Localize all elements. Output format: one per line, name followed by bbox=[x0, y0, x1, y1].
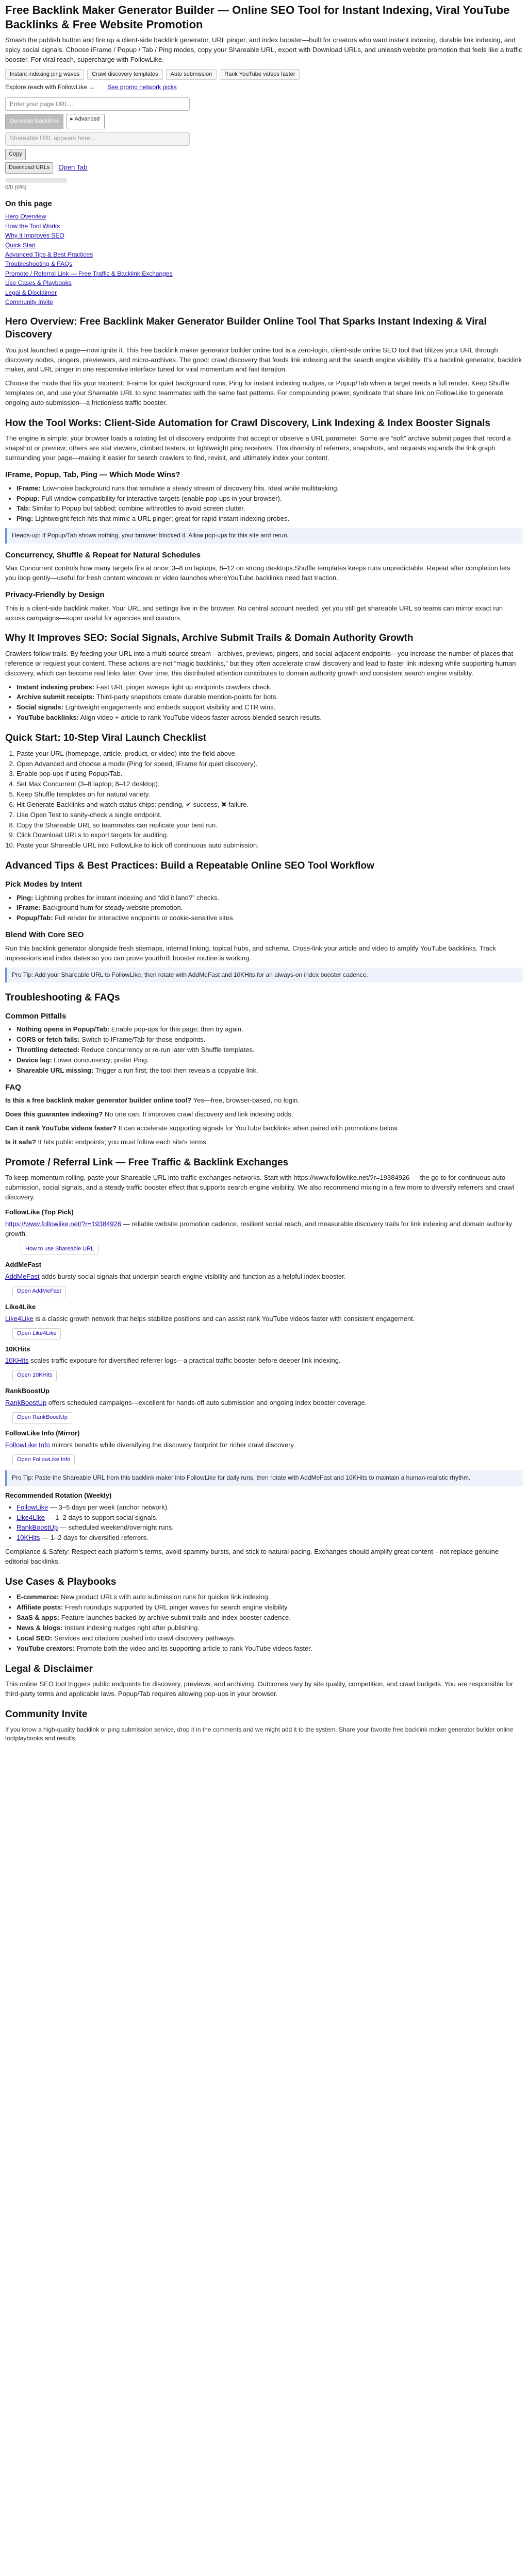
toc-link[interactable]: Hero Overview bbox=[5, 213, 46, 221]
list-item: 4. Set Max Concurrent (3–8 laptop; 8–12 desktop). bbox=[16, 779, 523, 789]
list-item: • Affiliate posts: Fresh roundups supported by URL pinger waves for search engine visibility. bbox=[16, 1603, 523, 1613]
pick-modes-heading: Pick Modes by Intent bbox=[5, 879, 82, 889]
usecases-list bbox=[5, 1592, 523, 1653]
partner-button[interactable]: Open FollowLike Info bbox=[12, 1454, 75, 1466]
faq-item: Is this a free backlink maker generator builder online tool? Yes—free, browser-based, no login. bbox=[5, 1096, 300, 1105]
explore-followlike-link[interactable]: Explore reach with FollowLike → bbox=[5, 83, 95, 91]
open-tab-link[interactable]: Open Tab bbox=[58, 163, 88, 172]
faq-heading: FAQ bbox=[5, 1082, 21, 1092]
list-item: • E-commerce: New product URLs with auto submission runs for quicker link indexing. bbox=[16, 1592, 523, 1602]
partner-link[interactable]: RankBoostUp bbox=[5, 1399, 47, 1407]
generate-row bbox=[5, 114, 523, 129]
quickstart-steps bbox=[5, 749, 523, 851]
copy-row bbox=[5, 149, 523, 160]
partner-name: FollowLike (Top Pick) bbox=[5, 1208, 74, 1216]
feature-pills bbox=[5, 69, 523, 80]
partner-name: Like4Like bbox=[5, 1302, 36, 1311]
partner-like4like: Like4Like Like4Like is a classic growth network that helps stabilize positions and can assist rank YouTube videos faster with consistent engagement. Open Like4Like bbox=[5, 1302, 523, 1340]
download-urls-button[interactable]: Download URLs bbox=[5, 162, 53, 174]
concurrency-heading: Concurrency, Shuffle & Repeat for Natural Schedules bbox=[5, 550, 201, 560]
pill-instant-indexing[interactable]: Instant indexing ping waves bbox=[5, 69, 84, 80]
concurrency-paragraph: Max Concurrent controls how many targets fire at once; 3–8 on laptops, 8–12 on strong desktops.Shuffle templates keeps runs unpredictable. Repeat after completion lets you loop gently—useful for fresh content windows or video launches whereYouTube backlinks need fast traction. bbox=[5, 564, 510, 582]
toc-link[interactable]: Use Cases & Playbooks bbox=[5, 279, 72, 287]
list-item: 9. Click Download URLs to export targets for auditing. bbox=[16, 831, 523, 840]
toc-link[interactable]: Troubleshooting & FAQs bbox=[5, 260, 73, 268]
list-item: • YouTube creators: Promote both the video and its supporting article to rank YouTube videos faster. bbox=[16, 1644, 523, 1654]
pill-rank-youtube[interactable]: Rank YouTube videos faster bbox=[220, 69, 300, 80]
list-item: • Social signals: Lightweight engagements and embeds support visibility and CTR wins. bbox=[16, 703, 523, 713]
list-item: • Like4Like — 1–2 days to support social signals. bbox=[16, 1513, 523, 1523]
promote-heading: Promote / Referral Link — Free Traffic & Backlink Exchanges bbox=[5, 1157, 289, 1168]
list-item: 8. Copy the Shareable URL so teammates can replicate your best run. bbox=[16, 821, 523, 831]
progress-status: 0/0 (0%) bbox=[5, 184, 27, 191]
partner-rankboostup: RankBoostUp RankBoostUp offers scheduled campaigns—excellent for hands-off auto submission and ongoing index booster coverage. Open RankBoostUp bbox=[5, 1386, 523, 1423]
partner-name: RankBoostUp bbox=[5, 1387, 50, 1395]
list-item: 2. Open Advanced and choose a mode (Ping for speed, IFrame for quiet discovery). bbox=[16, 759, 523, 769]
quickstart-heading: Quick Start: 10-Step Viral Launch Checklist bbox=[5, 732, 207, 743]
partner-followlike: FollowLike (Top Pick) https://www.followlike.net/?r=19384926 — reliable website promotion cadence, resilient social reach, and measurable discovery trails for link indexing and domain authority growth. How to use Shareable URL bbox=[5, 1208, 523, 1255]
list-item: • Popup: Full window compatibility for interactive targets (enable pop-ups in your browser). bbox=[16, 494, 523, 504]
partner-link[interactable]: AddMeFast bbox=[5, 1273, 40, 1281]
list-item: 3. Enable pop-ups if using Popup/Tab. bbox=[16, 769, 523, 779]
toc-link[interactable]: Quick Start bbox=[5, 241, 36, 249]
community-paragraph: If you know a high-quality backlink or ping submission service, drop it in the comments and we might add it to the system. Share your favorite free backlink maker generator builder online toolplaybooks and results. bbox=[5, 1725, 514, 1742]
pick-modes-list bbox=[5, 893, 523, 924]
toc-link[interactable]: Legal & Disclaimer bbox=[5, 289, 57, 296]
partner-addmefast: AddMeFast AddMeFast adds bursty social signals that underpin search engine visibility and function as a helpful index booster. Open AddMeFast bbox=[5, 1260, 523, 1297]
why-list bbox=[5, 683, 523, 723]
list-item: • YouTube backlinks: Align video + article to rank YouTube videos faster across blended search results. bbox=[16, 713, 523, 723]
partner-button[interactable]: How to use Shareable URL bbox=[21, 1244, 98, 1255]
toc-heading: On this page bbox=[5, 199, 52, 208]
list-item: • Shareable URL missing: Trigger a run first; the tool then reveals a copyable link. bbox=[16, 1066, 523, 1076]
partner-button[interactable]: Open Like4Like bbox=[12, 1328, 61, 1340]
list-item: • IFrame: Background hum for steady website promotion. bbox=[16, 903, 523, 913]
why-paragraph: Crawlers follow trails. By feeding your URL into a multi-source stream—archives, previews, pingers, and social-adjacent endpoints—you increase the number of places that reference or request your content. These actions are not “magic backlinks,” but they often accelerate crawl discovery and lead to faster link indexing while supporting human discovery, which can become real links later. Over time, this distributed attention contributes to domain authority growth and consistent search engine visibility. bbox=[5, 650, 516, 677]
headsup-note: Heads-up: If Popup/Tab shows nothing, your browser blocked it. Allow pop-ups for this site and rerun. bbox=[5, 528, 523, 543]
pitfalls-heading: Common Pitfalls bbox=[5, 1011, 67, 1021]
how-heading: How the Tool Works: Client-Side Automation for Crawl Discovery, Link Indexing & Index Booster Signals bbox=[5, 417, 490, 429]
promote-intro: To keep momentum rolling, paste your Shareable URL into traffic exchanges networks. Start with https://www.followlike.net/?r=19384926 — the go-to for continuous auto submission, social signals, and a steady traffic booster effect that supports search engine visibility. We also recommend mixing in a few more to diversify referrers and crawl discovery. bbox=[5, 1174, 514, 1201]
faq-item: Is it safe? It hits public endpoints; you must follow each site's terms. bbox=[5, 1138, 208, 1146]
faq-item: Does this guarantee indexing? No one can. It improves crawl discovery and link indexing odds. bbox=[5, 1110, 293, 1118]
list-item: • CORS or fetch fails: Switch to IFrame/Tab for those endpoints. bbox=[16, 1035, 523, 1045]
hero-paragraph: Choose the mode that fits your moment: IFrame for quiet background runs, Ping for instant indexing nudges, or Popup/Tab when a target needs a full render. Keep Shuffle templates on, and use your Shareable URL to sync teammates with the same fast patterns. For compounding power, syndicate that share link on FollowLike to generate ongoing auto submission—a frictionless traffic booster. bbox=[5, 379, 510, 406]
partner-button[interactable]: Open AddMeFast bbox=[12, 1286, 66, 1297]
list-item: • Device lag: Lower concurrency; prefer Ping. bbox=[16, 1056, 523, 1065]
legal-paragraph: This online SEO tool triggers public endpoints for discovery, previews, and archiving. Outcomes vary by site quality, competition, and crawl budgets. You are responsible for third-party terms and applicable laws. Popup/Tab requires allowing pop-ups in your browser. bbox=[5, 1680, 514, 1698]
list-item: • Archive submit receipts: Third-party snapshots create durable mention-points for bots. bbox=[16, 692, 523, 702]
list-item: • Ping: Lightning probes for instant indexing and “did it land?” checks. bbox=[16, 893, 523, 903]
backlink-tool bbox=[5, 97, 523, 192]
list-item: • FollowLike — 3–5 days per week (anchor network). bbox=[16, 1503, 523, 1513]
partner-link[interactable]: FollowLike Info bbox=[5, 1440, 50, 1449]
partner-name: FollowLike Info (Mirror) bbox=[5, 1429, 80, 1437]
url-input[interactable] bbox=[5, 97, 190, 111]
explore-row bbox=[5, 83, 523, 92]
blend-heading: Blend With Core SEO bbox=[5, 930, 84, 940]
modes-list bbox=[5, 484, 523, 524]
generate-backlinks-button[interactable]: Generate Backlinks bbox=[5, 114, 63, 129]
intro-text: Smash the publish button and fire up a client-side backlink generator, URL pinger, and index booster—built for creators who want instant indexing, durable link indexing, and spicy social signals. Choose iFrame / Popup / Tab / Ping modes, copy your Shareable URL, export with Download URLs, and unleash website promotion that feels like a traffic booster. For viral reach, supercharge with FollowLike. bbox=[5, 36, 522, 63]
modes-heading: IFrame, Popup, Tab, Ping — Which Mode Wins? bbox=[5, 470, 180, 479]
list-item: 7. Use Open Test to sanity-check a single endpoint. bbox=[16, 810, 523, 820]
partner-10khits: 10KHits 10KHits scales traffic exposure for diversified referrer logs—a practical traffic booster before deeper link indexing. Open 10KHits bbox=[5, 1345, 523, 1382]
partner-followlike-info: FollowLike Info (Mirror) FollowLike Info mirrors benefits while diversifying the discovery footprint for richer crawl discovery. Open FollowLike Info bbox=[5, 1429, 523, 1466]
partner-button[interactable]: Open 10KHits bbox=[12, 1370, 57, 1381]
troubleshooting-heading: Troubleshooting & FAQs bbox=[5, 992, 120, 1003]
download-row bbox=[5, 162, 523, 174]
list-item: • Popup/Tab: Full render for interactive endpoints or cookie-sensitive sites. bbox=[16, 913, 523, 923]
partner-link[interactable]: https://www.followlike.net/?r=19384926 bbox=[5, 1219, 122, 1228]
list-item: 5. Keep Shuffle templates on for natural variety. bbox=[16, 790, 523, 800]
progress-bar bbox=[5, 178, 67, 183]
toc-link[interactable]: Community Invite bbox=[5, 298, 53, 306]
list-item: • Local SEO: Services and citations pushed into crawl discovery pathways. bbox=[16, 1634, 523, 1643]
shareable-url-field[interactable]: Shareable URL appears here... bbox=[5, 132, 190, 146]
list-item: • Ping: Lightweight fetch hits that mimic a URL pinger; great for rapid instant indexing probes. bbox=[16, 514, 523, 524]
list-item: • Instant indexing probes: Fast URL pinger sweeps light up endpoints crawlers check. bbox=[16, 683, 523, 692]
hero-paragraph: You just launched a page—now ignite it. This free backlink maker generator builder online tool is a zero-login, client-side online SEO tool that blitzes your URL through discovery nodes, pingers, previewers, and micro-archives. The good: crawl discovery that feeds link indexing and the search engine visibility. It's a backlink generator, backlink maker, and URL pinger in one responsive interface tuned for viral momentum and fast iteration. bbox=[5, 346, 522, 374]
hero-heading: Hero Overview: Free Backlink Maker Generator Builder Online Tool That Sparks Instant Indexing & Viral Discovery bbox=[5, 316, 487, 341]
rotation-heading: Recommended Rotation (Weekly) bbox=[5, 1491, 112, 1499]
list-item: • Tab: Similar to Popup but tabbed; combine w/throttles to avoid screen clutter. bbox=[16, 504, 523, 514]
partner-button[interactable]: Open RankBoostUp bbox=[12, 1412, 72, 1423]
pill-auto-submission[interactable]: Auto submission bbox=[166, 69, 217, 80]
pitfalls-list bbox=[5, 1025, 523, 1075]
privacy-heading: Privacy-Friendly by Design bbox=[5, 590, 105, 599]
copy-button[interactable]: Copy bbox=[5, 149, 26, 160]
rotation-list bbox=[5, 1503, 523, 1543]
why-heading: Why It Improves SEO: Social Signals, Archive Submit Trails & Domain Authority Growth bbox=[5, 633, 414, 644]
advanced-heading: Advanced Tips & Best Practices: Build a Repeatable Online SEO Tool Workflow bbox=[5, 860, 374, 872]
partner-link[interactable]: Like4Like bbox=[5, 1314, 34, 1323]
list-item: • IFrame: Low-noise background runs that simulate a steady stream of discovery hits. Ideal while multitasking. bbox=[16, 484, 523, 494]
table-of-contents bbox=[5, 212, 523, 307]
list-item: • RankBoostUp — scheduled weekend/overnight runs. bbox=[16, 1523, 523, 1533]
promo-network-link[interactable]: See promo network picks bbox=[107, 83, 177, 91]
pill-crawl-discovery[interactable]: Crawl discovery templates bbox=[87, 69, 162, 80]
promote-protip: Pro Tip: Paste the Shareable URL from this backlink maker into FollowLike for daily runs, then rotate with AddMeFast and 10KHits to maintain a human-realistic rhythm. bbox=[5, 1470, 523, 1485]
protip-note: Pro Tip: Add your Shareable URL to FollowLike, then rotate with AddMeFast and 10KHits for an always-on index booster cadence. bbox=[5, 968, 523, 982]
blend-paragraph: Run this backlink generator alongside fresh sitemaps, internal linking, topical hubs, and schema. Cross-link your article and video to amplify YouTube backlinks. Track impressions and index dates so you can prove yourthrift booster routine is working. bbox=[5, 944, 496, 962]
toc-link[interactable]: How the Tool Works bbox=[5, 222, 60, 230]
partner-name: 10KHits bbox=[5, 1345, 30, 1353]
list-item: 1. Paste your URL (homepage, article, product, or video) into the field above. bbox=[16, 749, 523, 759]
advanced-toggle[interactable]: ▸ Advanced bbox=[67, 114, 105, 129]
toc-link[interactable]: Advanced Tips & Best Practices bbox=[5, 250, 93, 258]
list-item: 6. Hit Generate Backlinks and watch status chips: pending, ✔ success, ✖ failure. bbox=[16, 800, 523, 810]
list-item: • Throttling detected: Reduce concurrency or re-run later with Shuffle templates. bbox=[16, 1045, 523, 1055]
list-item: • Nothing opens in Popup/Tab: Enable pop-ups for this page; then try again. bbox=[16, 1025, 523, 1035]
toc-link[interactable]: Promote / Referral Link — Free Traffic & Backlink Exchanges bbox=[5, 269, 173, 277]
page-title: Free Backlink Maker Generator Builder — Online SEO Tool for Instant Indexing, Viral YouTube Backlinks & Free Website Promotion bbox=[5, 4, 510, 31]
legal-heading: Legal & Disclaimer bbox=[5, 1663, 93, 1674]
community-heading: Community Invite bbox=[5, 1708, 88, 1720]
usecases-heading: Use Cases & Playbooks bbox=[5, 1576, 117, 1587]
list-item: • SaaS & apps: Feature launches backed by archive submit trails and index booster cadence. bbox=[16, 1613, 523, 1623]
how-paragraph: The engine is simple: your browser loads a rotating list of discovery endpoints that accept or observe a URL parameter. Some are “soft” archive submit pages that record a snapshot or preview; others are stat viewers, climbed testers, or lightweight ping receivers. This diversity of referrers, snapshots, and requests expands the link graph surrounding your page—making it easier for search crawlers to find, revisit, and ultimately index your content. bbox=[5, 434, 511, 462]
partner-link[interactable]: 10KHits bbox=[5, 1357, 29, 1365]
faq-item: Can it rank YouTube videos faster? It can accelerate supporting signals for YouTube backlinks when paired with promotions below. bbox=[5, 1124, 399, 1132]
toc-link[interactable]: Why it Improves SEO bbox=[5, 232, 64, 240]
list-item: • 10KHits — 1–2 days for diversified referrers. bbox=[16, 1533, 523, 1543]
privacy-paragraph: This is a client-side backlink maker. Your URL and settings live in the browser. No central account needed, yet you still get shareable URL so teams can mirror exact run across campaigns—super useful for agencies and curators. bbox=[5, 604, 503, 622]
compliance-paragraph: Compliance & Safety: Respect each platform's terms, avoid spammy bursts, and stick to natural pacing. Exchanges should amplify great content—not replace genuine editorial backlinks. bbox=[5, 1548, 499, 1565]
list-item: 10. Paste your Shareable URL into FollowLike to kick off continuous auto submission. bbox=[16, 841, 523, 851]
list-item: • News & blogs: Instant indexing nudges right after publishing. bbox=[16, 1623, 523, 1633]
partner-name: AddMeFast bbox=[5, 1261, 42, 1269]
